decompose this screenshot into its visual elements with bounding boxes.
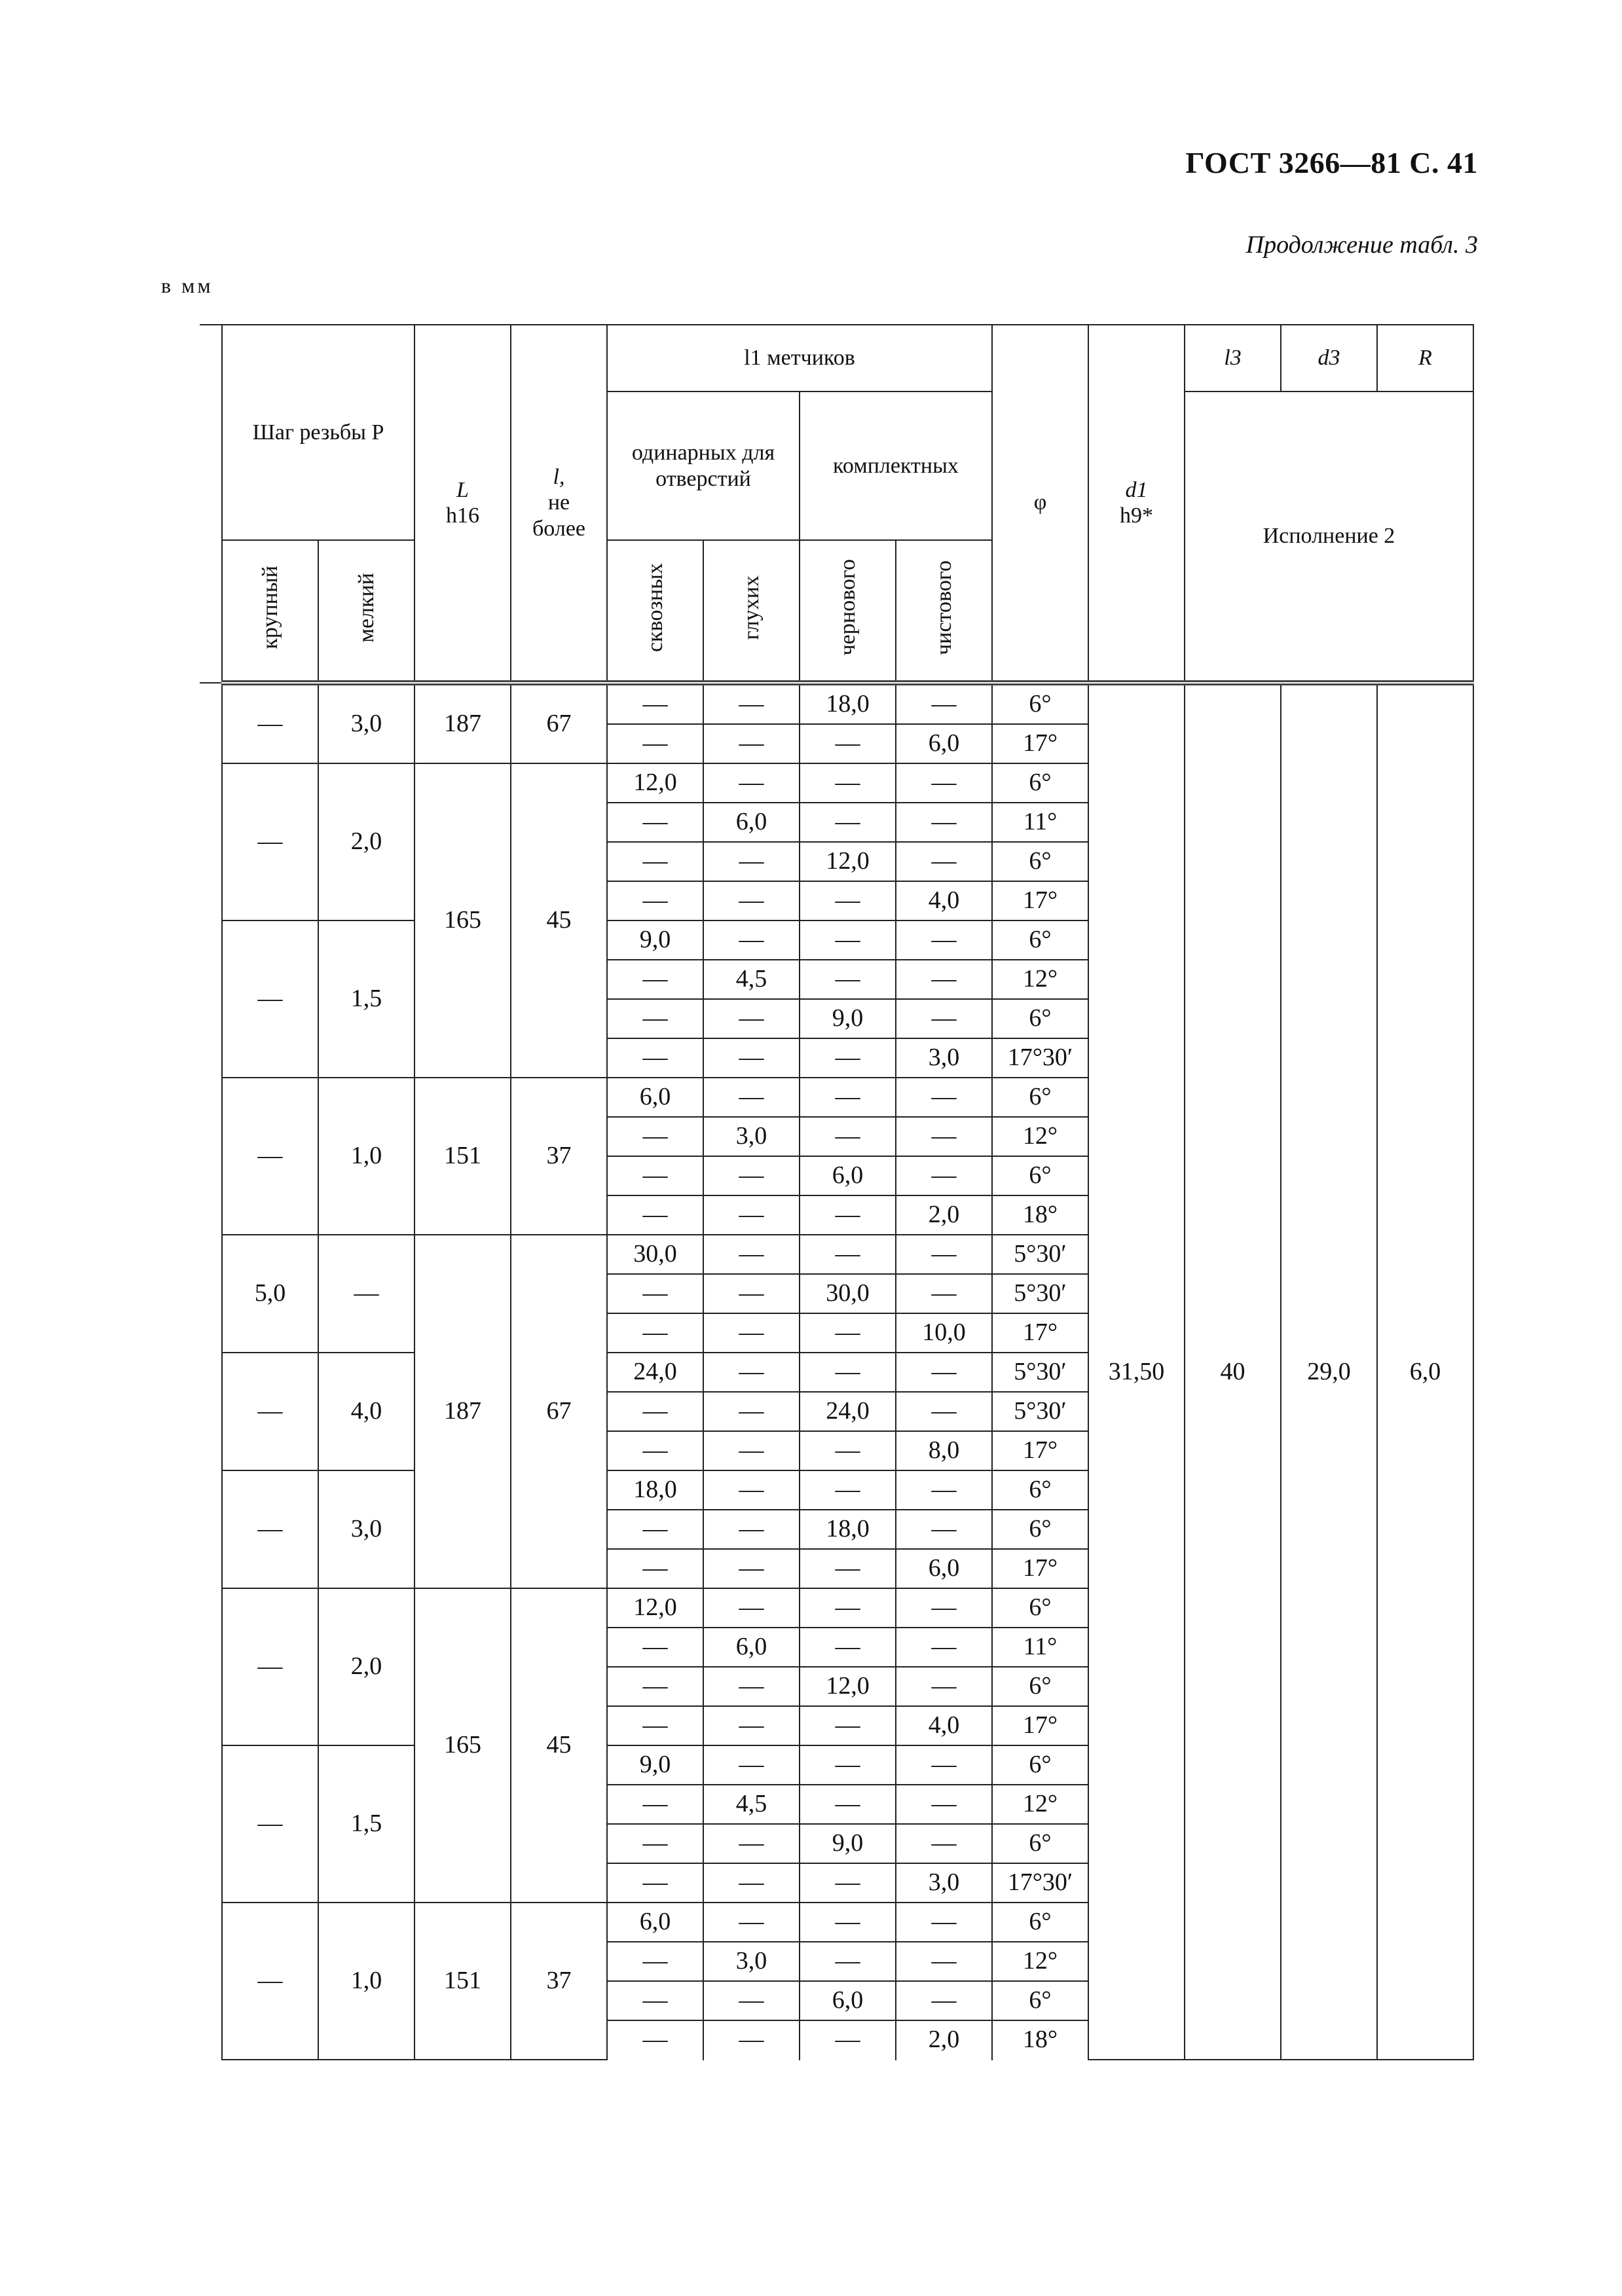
table-row (200, 683, 1473, 724)
cell-phi: 6° (992, 1156, 1088, 1195)
cell-l1-rough: — (800, 1431, 896, 1470)
cell-phi: 12° (992, 1942, 1088, 1981)
cell-phi: 6° (992, 920, 1088, 960)
cell-l1-through: — (607, 1549, 703, 1588)
cell-l1-blind: — (703, 1156, 800, 1195)
cell-l1-through: — (607, 1313, 703, 1353)
header-single (607, 392, 800, 540)
cell-pitch-coarse: — (222, 763, 318, 920)
cell-l1-blind: — (703, 842, 800, 881)
cell-L: 165 (415, 1588, 511, 1903)
cell-phi: 12° (992, 1117, 1088, 1156)
cell-l1-rough: — (800, 1745, 896, 1785)
cell-l: 37 (511, 1903, 607, 2060)
cell-l1-through: — (607, 960, 703, 999)
units-note: в мм (161, 274, 213, 297)
spacer-cell (200, 683, 222, 2060)
cell-l1-rough: 9,0 (800, 1824, 896, 1863)
cell-l1-finish: 2,0 (896, 1195, 992, 1235)
cell-l1-finish: — (896, 1667, 992, 1706)
cell-l1-through: — (607, 1510, 703, 1549)
cell-l1-finish: — (896, 683, 992, 724)
cell-l1-rough: — (800, 1038, 896, 1078)
cell-l1-through: 9,0 (607, 1745, 703, 1785)
cell-L: 187 (415, 683, 511, 763)
cell-l1-rough: — (800, 1117, 896, 1156)
cell-phi: 6° (992, 1745, 1088, 1785)
cell-phi: 6° (992, 999, 1088, 1038)
cell-phi: 12° (992, 960, 1088, 999)
header-l3-label: l3 (1224, 346, 1242, 371)
cell-l1-blind: — (703, 2020, 800, 2060)
cell-l1-finish: 6,0 (896, 724, 992, 763)
cell-L: 187 (415, 1235, 511, 1588)
cell-pitch-fine: 1,5 (318, 1745, 415, 1903)
cell-phi: 5°30′ (992, 1392, 1088, 1431)
cell-l1-blind: — (703, 1549, 800, 1588)
cell-phi: 6° (992, 1981, 1088, 2020)
cell-pitch-fine: 3,0 (318, 1470, 415, 1588)
header-l1-group (607, 325, 992, 392)
header-R (1377, 325, 1473, 392)
cell-l1-finish: — (896, 803, 992, 842)
header-pitch (222, 325, 415, 540)
cell-L: 151 (415, 1903, 511, 2060)
cell-l1-blind: 3,0 (703, 1942, 800, 1981)
header-L-symbol: L (456, 477, 469, 502)
cell-l1-through: — (607, 1392, 703, 1431)
cell-l1-rough: — (800, 1235, 896, 1274)
cell-l1-finish: — (896, 1470, 992, 1510)
header-through (607, 540, 703, 683)
header-execution-label: Исполнение 2 (1263, 524, 1395, 549)
cell-l1-finish: — (896, 1628, 992, 1667)
cell-l1-finish: — (896, 1392, 992, 1431)
cell-l1-blind: — (703, 1903, 800, 1942)
header-finish (896, 540, 992, 683)
cell-l1-through: — (607, 1628, 703, 1667)
cell-phi: 6° (992, 1588, 1088, 1628)
cell-l1-rough: — (800, 1549, 896, 1588)
cell-d1: 31,50 (1088, 683, 1185, 2060)
cell-l1-blind: — (703, 1235, 800, 1274)
cell-l1-through: — (607, 999, 703, 1038)
header-R-label: R (1418, 346, 1432, 371)
cell-l1-blind: — (703, 1863, 800, 1903)
header-pitch-label: Шаг резьбы P (252, 420, 384, 445)
cell-l1-rough: — (800, 881, 896, 920)
header-set-label: комплектных (833, 453, 959, 478)
cell-l1-through: — (607, 1195, 703, 1235)
table-body (200, 683, 1473, 2060)
header-coarse (222, 540, 318, 683)
cell-l1-blind: — (703, 1667, 800, 1706)
cell-pitch-fine: 1,0 (318, 1078, 415, 1235)
cell-l1-rough: — (800, 1863, 896, 1903)
cell-l1-finish: 6,0 (896, 1549, 992, 1588)
cell-phi: 12° (992, 1785, 1088, 1824)
cell-l1-through: 9,0 (607, 920, 703, 960)
cell-l1-through: — (607, 683, 703, 724)
cell-l1-blind: — (703, 1313, 800, 1353)
cell-l1-rough: 18,0 (800, 683, 896, 724)
cell-l: 67 (511, 683, 607, 763)
cell-phi: 6° (992, 1470, 1088, 1510)
header-l-note2: более (532, 516, 585, 541)
cell-l1-finish: — (896, 842, 992, 881)
cell-l1-through: — (607, 1117, 703, 1156)
cell-phi: 5°30′ (992, 1235, 1088, 1274)
cell-l1-rough: — (800, 1195, 896, 1235)
cell-l1-finish: — (896, 1156, 992, 1195)
header-execution (1185, 392, 1473, 683)
cell-phi: 17° (992, 1431, 1088, 1470)
header-d1-symbol: d1 (1125, 477, 1148, 502)
header-l-symbol: l, (553, 465, 565, 490)
page-header: ГОСТ 3266—81 С. 41 (1185, 146, 1478, 179)
cell-pitch-fine: 3,0 (318, 683, 415, 763)
cell-phi: 17° (992, 881, 1088, 920)
header-l-note1: не (547, 490, 570, 515)
cell-l1-through: — (607, 1785, 703, 1824)
cell-l1-through: — (607, 1431, 703, 1470)
cell-R: 6,0 (1377, 683, 1473, 2060)
header-finish-label: чистового (931, 560, 956, 655)
cell-pitch-fine: — (318, 1235, 415, 1353)
cell-l1-blind: 6,0 (703, 803, 800, 842)
cell-l1-blind: — (703, 763, 800, 803)
cell-l1-finish: — (896, 1745, 992, 1785)
cell-l1-finish: — (896, 763, 992, 803)
header-set (800, 392, 992, 540)
header-fine (318, 540, 415, 683)
cell-l1-rough: — (800, 1628, 896, 1667)
cell-phi: 6° (992, 1667, 1088, 1706)
header-through-label: сквозных (642, 563, 667, 652)
cell-l1-through: — (607, 1981, 703, 2020)
cell-l1-rough: — (800, 1313, 896, 1353)
cell-pitch-coarse: — (222, 1470, 318, 1588)
cell-l1-rough: — (800, 763, 896, 803)
cell-l1-finish: — (896, 1942, 992, 1981)
header-d3-label: d3 (1318, 346, 1340, 371)
cell-phi: 5°30′ (992, 1353, 1088, 1392)
cell-l1-blind: — (703, 1470, 800, 1510)
cell-L: 165 (415, 763, 511, 1078)
cell-l1-finish: — (896, 1588, 992, 1628)
cell-l1-finish: 4,0 (896, 1706, 992, 1745)
cell-l1-blind: — (703, 881, 800, 920)
cell-l1-through: — (607, 2020, 703, 2060)
cell-l: 37 (511, 1078, 607, 1235)
header-d3 (1281, 325, 1377, 392)
table-continuation-note: Продолжение табл. 3 (1245, 231, 1478, 259)
cell-pitch-coarse: — (222, 920, 318, 1078)
cell-l1-finish: — (896, 999, 992, 1038)
cell-l1-finish: 10,0 (896, 1313, 992, 1353)
cell-l1-blind: — (703, 724, 800, 763)
header-l1-label: l1 метчиков (744, 346, 855, 371)
cell-d3: 29,0 (1281, 683, 1377, 2060)
cell-l1-rough: 12,0 (800, 1667, 896, 1706)
header-phi-label: φ (1033, 490, 1047, 515)
cell-l1-finish: — (896, 1981, 992, 2020)
cell-l1-finish: — (896, 1274, 992, 1313)
cell-phi: 17° (992, 1706, 1088, 1745)
cell-l1-blind: — (703, 1588, 800, 1628)
cell-l1-rough: — (800, 724, 896, 763)
header-d1-tolerance: h9* (1120, 503, 1153, 528)
header-L (415, 325, 511, 683)
header-d1 (1088, 325, 1185, 683)
cell-pitch-fine: 2,0 (318, 1588, 415, 1745)
cell-l1-finish: — (896, 1824, 992, 1863)
cell-pitch-coarse: — (222, 1353, 318, 1470)
cell-pitch-coarse: — (222, 1903, 318, 2060)
cell-l: 45 (511, 763, 607, 1078)
cell-phi: 6° (992, 1824, 1088, 1863)
cell-l1-rough: 6,0 (800, 1981, 896, 2020)
cell-l1-through: — (607, 1156, 703, 1195)
cell-l1-blind: 4,5 (703, 960, 800, 999)
cell-l1-finish: 4,0 (896, 881, 992, 920)
cell-l1-through: 24,0 (607, 1353, 703, 1392)
cell-l1-rough: — (800, 960, 896, 999)
header-l3 (1185, 325, 1281, 392)
cell-l1-finish: — (896, 1785, 992, 1824)
cell-l1-through: — (607, 1274, 703, 1313)
cell-l1-finish: — (896, 960, 992, 999)
cell-l1-rough: 6,0 (800, 1156, 896, 1195)
cell-l1-through: 6,0 (607, 1078, 703, 1117)
cell-phi: 6° (992, 1510, 1088, 1549)
cell-l1-rough: — (800, 1903, 896, 1942)
cell-l1-blind: 3,0 (703, 1117, 800, 1156)
cell-l1-rough: — (800, 1078, 896, 1117)
cell-l1-rough: 24,0 (800, 1392, 896, 1431)
cell-pitch-fine: 1,5 (318, 920, 415, 1078)
cell-l1-rough: — (800, 1942, 896, 1981)
cell-l1-through: 12,0 (607, 1588, 703, 1628)
cell-l1-blind: — (703, 999, 800, 1038)
cell-pitch-coarse: — (222, 1588, 318, 1745)
cell-phi: 18° (992, 1195, 1088, 1235)
cell-l1-through: — (607, 842, 703, 881)
cell-l1-blind: — (703, 1392, 800, 1431)
cell-l1-through: 30,0 (607, 1235, 703, 1274)
cell-l1-blind: — (703, 1078, 800, 1117)
cell-l3: 40 (1185, 683, 1281, 2060)
cell-phi: 11° (992, 1628, 1088, 1667)
cell-l1-finish: 3,0 (896, 1863, 992, 1903)
cell-l1-blind: — (703, 1038, 800, 1078)
cell-pitch-coarse: — (222, 1078, 318, 1235)
cell-l1-blind: — (703, 1431, 800, 1470)
cell-pitch-coarse: — (222, 1745, 318, 1903)
spec-table (200, 324, 1474, 2060)
cell-pitch-coarse: 5,0 (222, 1235, 318, 1353)
cell-l: 45 (511, 1588, 607, 1903)
cell-l1-blind: — (703, 683, 800, 724)
cell-l1-rough: — (800, 1588, 896, 1628)
spacer-cell (200, 325, 222, 683)
cell-l1-through: 6,0 (607, 1903, 703, 1942)
cell-l1-blind: — (703, 920, 800, 960)
cell-pitch-coarse: — (222, 683, 318, 763)
cell-l1-blind: — (703, 1510, 800, 1549)
cell-l1-through: — (607, 724, 703, 763)
cell-l1-finish: 8,0 (896, 1431, 992, 1470)
cell-phi: 6° (992, 1903, 1088, 1942)
cell-l1-rough: 18,0 (800, 1510, 896, 1549)
cell-l1-finish: — (896, 1903, 992, 1942)
cell-l1-through: — (607, 1667, 703, 1706)
cell-phi: 6° (992, 763, 1088, 803)
cell-L: 151 (415, 1078, 511, 1235)
cell-l1-blind: — (703, 1706, 800, 1745)
cell-l1-finish: — (896, 1353, 992, 1392)
cell-pitch-fine: 4,0 (318, 1353, 415, 1470)
cell-l1-blind: — (703, 1824, 800, 1863)
cell-l1-through: — (607, 881, 703, 920)
cell-l1-through: — (607, 1942, 703, 1981)
cell-phi: 18° (992, 2020, 1088, 2060)
cell-l1-finish: — (896, 1078, 992, 1117)
header-rough-label: чернового (835, 559, 860, 656)
cell-phi: 17°30′ (992, 1038, 1088, 1078)
cell-l1-finish: 3,0 (896, 1038, 992, 1078)
cell-l1-through: — (607, 1038, 703, 1078)
cell-l1-rough: — (800, 2020, 896, 2060)
cell-phi: 17° (992, 1313, 1088, 1353)
cell-l1-rough: 30,0 (800, 1274, 896, 1313)
cell-pitch-fine: 1,0 (318, 1903, 415, 2060)
cell-l1-blind: 4,5 (703, 1785, 800, 1824)
header-blind (703, 540, 800, 683)
cell-l1-rough: — (800, 1353, 896, 1392)
cell-l: 67 (511, 1235, 607, 1588)
header-L-tolerance: h16 (446, 503, 479, 528)
header-single-label: одинарных для отверстий (631, 441, 775, 491)
cell-l1-rough: — (800, 1470, 896, 1510)
table-header (200, 325, 1473, 683)
cell-l1-blind: — (703, 1981, 800, 2020)
cell-l1-through: 18,0 (607, 1470, 703, 1510)
header-fine-label: мелкий (354, 572, 378, 643)
cell-l1-through: — (607, 1824, 703, 1863)
cell-l1-blind: — (703, 1353, 800, 1392)
cell-phi: 17°30′ (992, 1863, 1088, 1903)
cell-l1-through: 12,0 (607, 763, 703, 803)
cell-l1-rough: — (800, 1785, 896, 1824)
cell-l1-blind: — (703, 1195, 800, 1235)
cell-pitch-fine: 2,0 (318, 763, 415, 920)
cell-l1-finish: 2,0 (896, 2020, 992, 2060)
header-l (511, 325, 607, 683)
cell-phi: 11° (992, 803, 1088, 842)
cell-l1-rough: — (800, 920, 896, 960)
cell-l1-finish: — (896, 920, 992, 960)
cell-l1-rough: — (800, 1706, 896, 1745)
cell-l1-finish: — (896, 1117, 992, 1156)
cell-l1-rough: 12,0 (800, 842, 896, 881)
header-coarse-label: крупный (257, 566, 282, 649)
cell-l1-through: — (607, 1706, 703, 1745)
cell-phi: 5°30′ (992, 1274, 1088, 1313)
cell-l1-blind: — (703, 1274, 800, 1313)
cell-l1-through: — (607, 1863, 703, 1903)
cell-l1-blind: — (703, 1745, 800, 1785)
cell-phi: 17° (992, 724, 1088, 763)
cell-l1-through: — (607, 803, 703, 842)
cell-l1-finish: — (896, 1235, 992, 1274)
cell-phi: 6° (992, 1078, 1088, 1117)
cell-phi: 6° (992, 683, 1088, 724)
cell-l1-rough: 9,0 (800, 999, 896, 1038)
header-blind-label: глухих (739, 575, 764, 640)
header-phi (992, 325, 1088, 683)
cell-l1-rough: — (800, 803, 896, 842)
cell-l1-blind: 6,0 (703, 1628, 800, 1667)
cell-phi: 17° (992, 1549, 1088, 1588)
cell-phi: 6° (992, 842, 1088, 881)
cell-l1-finish: — (896, 1510, 992, 1549)
header-rough (800, 540, 896, 683)
